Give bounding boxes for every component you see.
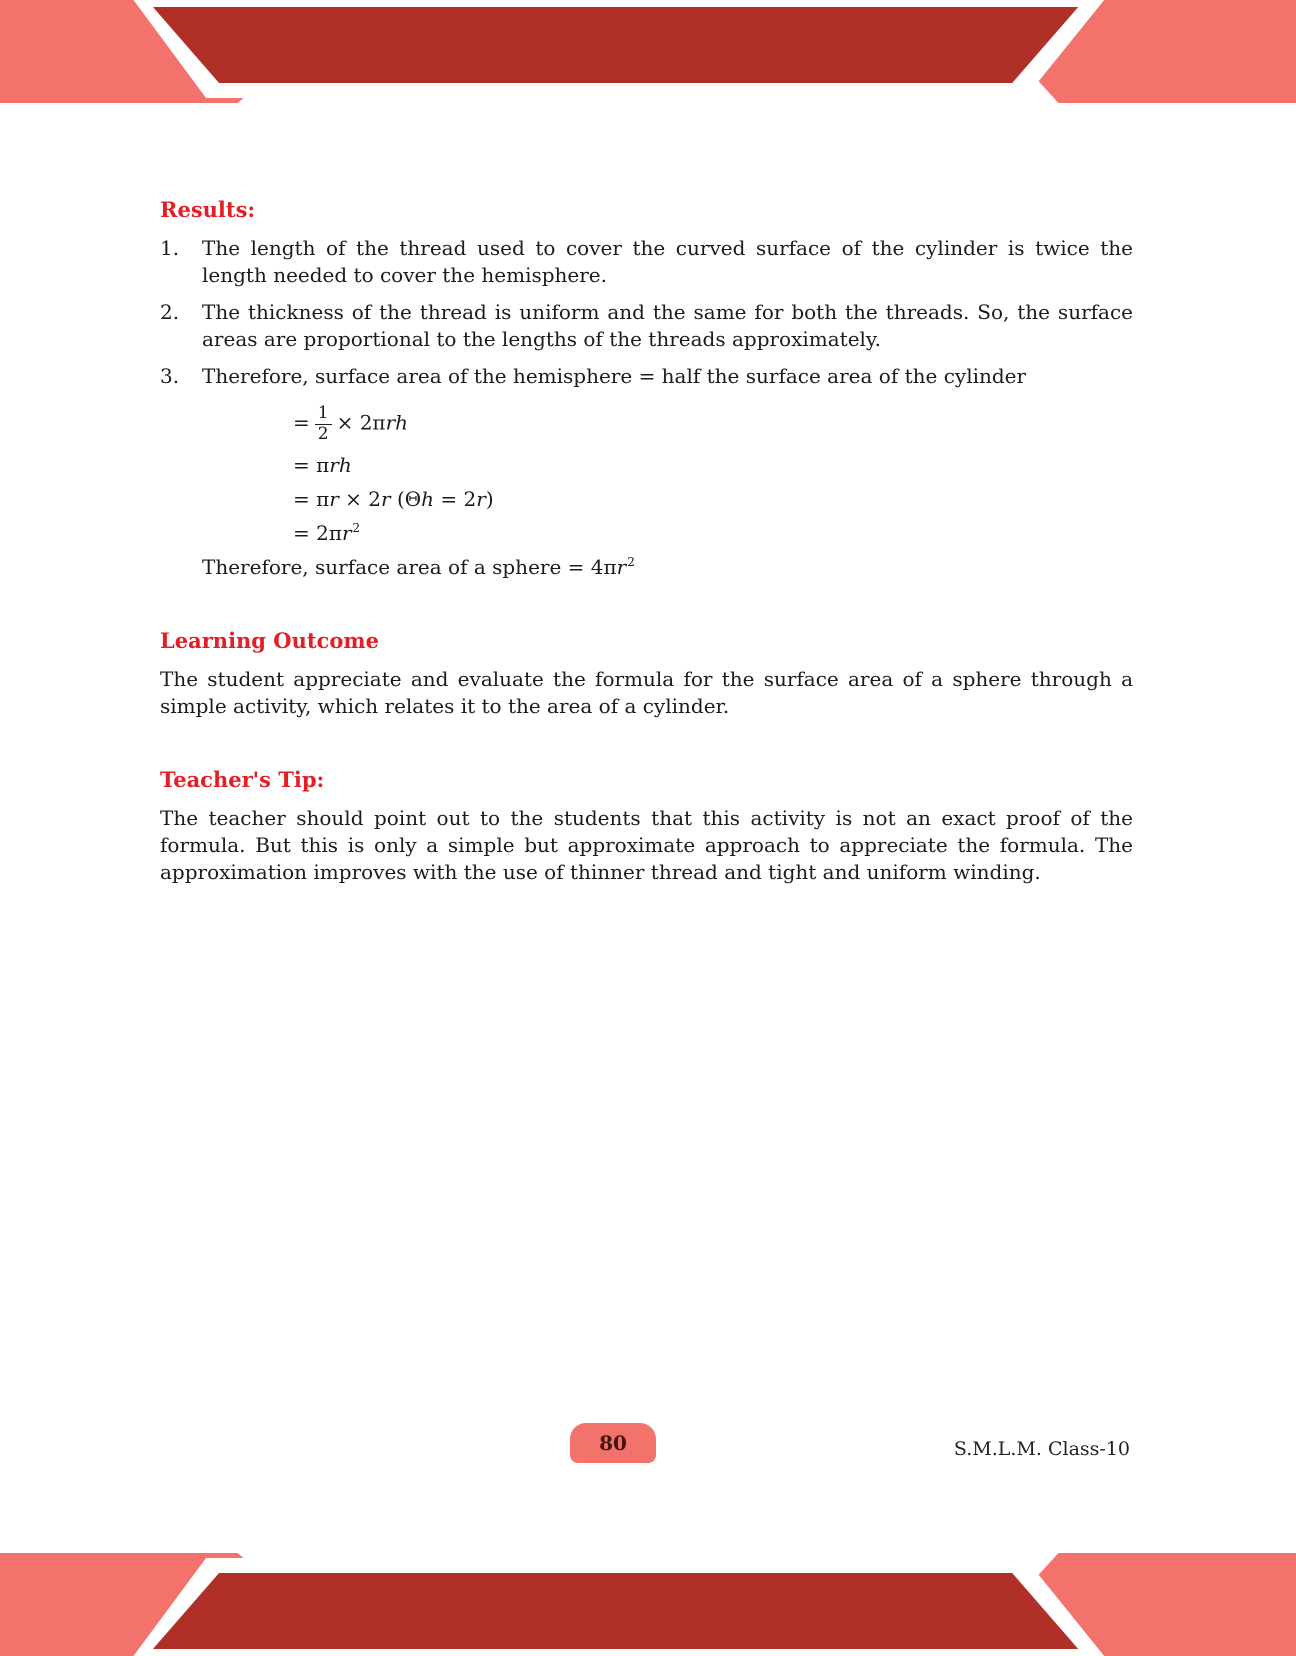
equation-variable: h [421, 486, 435, 511]
equation-variables: rh [385, 411, 409, 436]
equation-line-3 [293, 486, 1133, 513]
footer-band-dark-red [0, 1573, 1296, 1649]
results-heading: Results: [160, 197, 256, 222]
list-item [160, 235, 1133, 289]
teachers-tip-heading: Teacher's Tip: [160, 767, 325, 793]
equation-block [293, 404, 1133, 547]
list-number: 1. [160, 235, 180, 260]
header-band-white-outline [0, 0, 1296, 98]
equation-line-1 [293, 404, 1133, 444]
conclusion-text: Therefore, surface area of a sphere = 4π [202, 555, 617, 580]
equation-text: ) [485, 486, 494, 511]
page-content [160, 196, 1133, 886]
header-band-salmon-left [0, 0, 360, 103]
equation-variable: r [341, 520, 352, 545]
equation-text: (Θ [390, 486, 422, 511]
equation-variable: r [329, 486, 339, 511]
list-item-text: The thickness of the thread is uniform and the same for both the threads. So, the surface areas are proportional to the lengths of the threads approximately. [202, 299, 1133, 352]
equation-variable: r [476, 486, 486, 511]
superscript-exponent: 2 [352, 521, 361, 536]
list-number: 3. [160, 364, 180, 389]
fraction-denominator: 2 [317, 424, 329, 445]
list-item [160, 299, 1133, 353]
equation-text: = 2 [434, 486, 477, 511]
footer-band-white-outline [0, 1558, 1296, 1656]
equation-text: = 2π [293, 520, 342, 545]
page-number: 80 [599, 1431, 627, 1455]
conclusion-line [202, 554, 1133, 581]
header-band-salmon-right [936, 0, 1296, 103]
fraction-numerator: 1 [315, 404, 332, 425]
list-item-text: Therefore, surface area of the hemisphere = half the surface area of the cylinder [202, 364, 1027, 389]
fraction [315, 404, 332, 444]
footer-band-salmon-left [0, 1553, 360, 1656]
equation-line-2 [293, 452, 1133, 479]
equation-variable: r [616, 555, 627, 580]
equation-variable: r [381, 486, 391, 511]
equation-variables: rh [329, 452, 352, 477]
list-item-text: The length of the thread used to cover the curved surface of the cylinder is twice the length needed to cover the hemisphere. [202, 235, 1133, 287]
header-band-dark-red [0, 7, 1296, 83]
book-title-label: S.M.L.M. Class-10 [953, 1438, 1130, 1460]
equation-text: = π [293, 486, 330, 511]
equation-text: × 2 [338, 486, 382, 511]
equals-sign: = [293, 411, 310, 436]
superscript-exponent: 2 [627, 555, 635, 570]
learning-outcome-heading: Learning Outcome [160, 628, 379, 654]
list-number: 2. [160, 299, 180, 324]
equation-text: = π [293, 452, 330, 477]
equation-text: × 2π [336, 411, 386, 436]
learning-outcome-text: The student appreciate and evaluate the formula for the surface area of a sphere through a simple activity, which relates it to the area of a cylinder. [160, 666, 1133, 719]
footer-band-salmon-right [936, 1553, 1296, 1656]
equation-line-4 [293, 520, 1133, 547]
teachers-tip-text: The teacher should point out to the students that this activity is not an exact proof of the formula. But this is only a simple but approximate approach to appreciate the formula. The approximation improves with the use of thinner thread and tight and uniform winding. [160, 805, 1133, 885]
list-item [160, 363, 1133, 390]
page-number-badge [570, 1423, 656, 1463]
